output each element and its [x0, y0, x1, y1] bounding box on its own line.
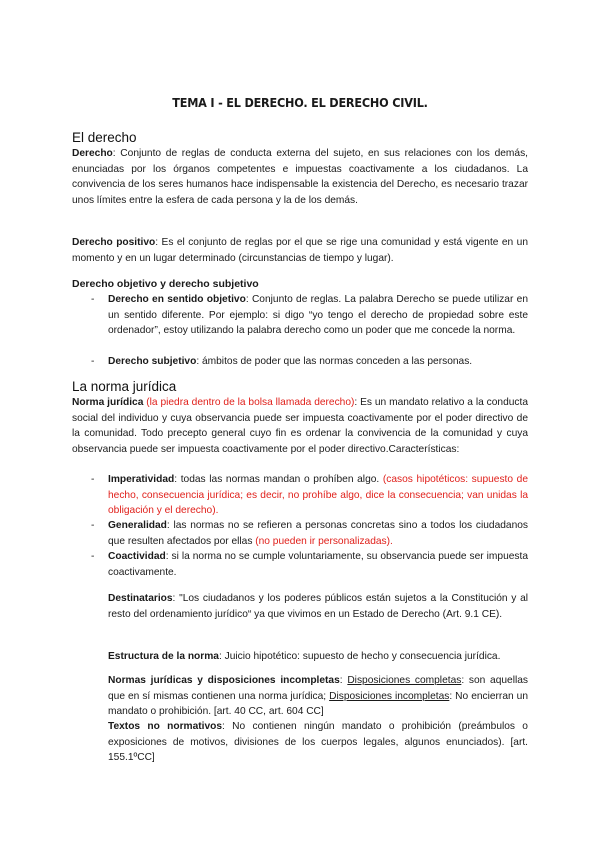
- term-norma-juridica: Norma jurídica: [72, 397, 144, 408]
- note-imperatividad: (casos hipotéticos: supuesto de hecho, consecuencia jurídica; es decir, no prohíbe algo, dice la consecuencia; van unidas la obligación y el derecho).: [108, 474, 528, 516]
- note-generalidad: (no pueden ir personalizadas).: [255, 535, 393, 547]
- term-derecho-subjetivo: Derecho subjetivo: [108, 356, 197, 367]
- text-derecho-positivo: : Es el conjunto de reglas por el que se rige una comunidad y está vigente en un momento y en un lugar determinado (circunstancias de tiempo y lugar).: [72, 237, 528, 264]
- text-estructura-norma: : Juicio hipotético: supuesto de hecho y consecuencia jurídica.: [218, 651, 501, 662]
- term-disposiciones-incompletas: Disposiciones incompletas: [329, 690, 450, 702]
- subheading-objetivo-subjetivo: Derecho objetivo y derecho subjetivo: [72, 278, 259, 290]
- text-textos-no-normativos: : No contienen ningún mandato o prohibición (preámbulos o exposiciones de motivos, divisiones de los cuerpos legales, algunos enunciados). [art. 155.1ºCC]: [108, 721, 528, 763]
- bullet-dash: -: [91, 520, 95, 531]
- text-derecho-objetivo: : Conjunto de reglas. La palabra Derecho se puede utilizar en un sentido diferente. Por ejemplo: si digo “yo tengo el derecho de propiedad sobre este ordenador”, estoy utilizando la palabra derecho como un poder que me concede la norma.: [108, 294, 528, 336]
- term-imperatividad: Imperatividad: [108, 474, 175, 485]
- list-item-generalidad: [108, 518, 528, 549]
- list-item-derecho-subjetivo: [108, 354, 528, 370]
- section-heading-norma-juridica: La norma jurídica: [72, 379, 177, 394]
- text-norma-juridica: : Es un mandato relativo a la conducta social del individuo y cuya observancia puede ser impuesta coactivamente por el poder directivo de la comunidad. Todo precepto general cuyo fin es ordenar la convivencia de la comunidad y cuya observancia puede ser impuesta coactivamente por el poder directivo.Características:: [72, 397, 528, 455]
- term-textos-no-normativos: Textos no normativos: [108, 721, 223, 732]
- list-item-derecho-objetivo: [108, 292, 528, 339]
- bullet-dash: -: [91, 474, 95, 485]
- document-title: TEMA I - EL DERECHO. EL DERECHO CIVIL.: [172, 95, 428, 110]
- term-coactividad: Coactividad: [108, 551, 166, 562]
- paragraph-norma-juridica: [72, 395, 528, 457]
- paragraph-derecho-positivo: [72, 235, 528, 266]
- bullet-dash: -: [91, 294, 95, 305]
- term-derecho: Derecho: [72, 148, 113, 159]
- section-heading-el-derecho: El derecho: [72, 130, 137, 145]
- text-disposiciones-completas: : son aquellas que en sí mismas contienen una norma jurídica;: [108, 675, 528, 702]
- text-disposiciones-incompletas: : No encierran un mandato o prohibición. [art. 40 CC, art. 604 CC]: [108, 690, 528, 717]
- term-estructura-norma: Estructura de la norma: [108, 651, 219, 662]
- text-imperatividad: : todas las normas mandan o prohíben algo.: [174, 474, 383, 485]
- text-derecho-subjetivo: : ámbitos de poder que las normas conceden a las personas.: [196, 356, 473, 367]
- term-derecho-objetivo: Derecho en sentido objetivo: [108, 294, 246, 305]
- paragraph-derecho: [72, 146, 528, 208]
- term-derecho-positivo: Derecho positivo: [72, 237, 156, 248]
- bullet-dash: -: [91, 356, 95, 367]
- paragraph-textos-no-normativos: [108, 719, 528, 766]
- term-destinatarios: Destinatarios: [108, 593, 173, 604]
- text-derecho: : Conjunto de reglas de conducta externa del sujeto, en sus relaciones con los demás, enunciadas por los órganos competentes e impuestas coactivamente a los ciudadanos. La convivencia de los seres humanos hace indispensable la existencia del Derecho, es necesario trazar unos límites entre la esfera de cada persona y la de los demás.: [72, 148, 528, 206]
- paragraph-destinatarios: [108, 591, 528, 622]
- term-disposiciones-completas: Disposiciones completas: [347, 675, 462, 686]
- paragraph-disposiciones: Normas jurídicas y disposiciones incompletas: Disposiciones completas: son aquellas que en sí mismas contienen una norma jurídica; Disposiciones incompletas: No encierran un mandato o prohibición. [art. 40 CC, art. 604 CC]: [108, 675, 528, 717]
- list-item-coactividad: [108, 549, 528, 580]
- list-item-imperatividad: [108, 472, 528, 519]
- bullet-dash: -: [91, 551, 95, 562]
- text-generalidad: : las normas no se refieren a personas concretas sino a todos los ciudadanos que resulten afectados por ellas: [108, 520, 528, 547]
- term-disposiciones: Normas jurídicas y disposiciones incompletas: [108, 675, 340, 686]
- text-destinatarios: : "Los ciudadanos y los poderes públicos están sujetos a la Constitución y al resto del ordenamiento jurídico“ ya que vivimos en un Estado de Derecho (Art. 9.1 CE).: [108, 593, 528, 620]
- term-generalidad: Generalidad: [108, 520, 167, 531]
- text-coactividad: : si la norma no se cumple voluntariamente, su observancia puede ser impuesta coactivamente.: [108, 551, 528, 578]
- paragraph-estructura-norma: [108, 649, 528, 665]
- note-norma-juridica: (la piedra dentro de la bolsa llamada derecho): [143, 397, 355, 408]
